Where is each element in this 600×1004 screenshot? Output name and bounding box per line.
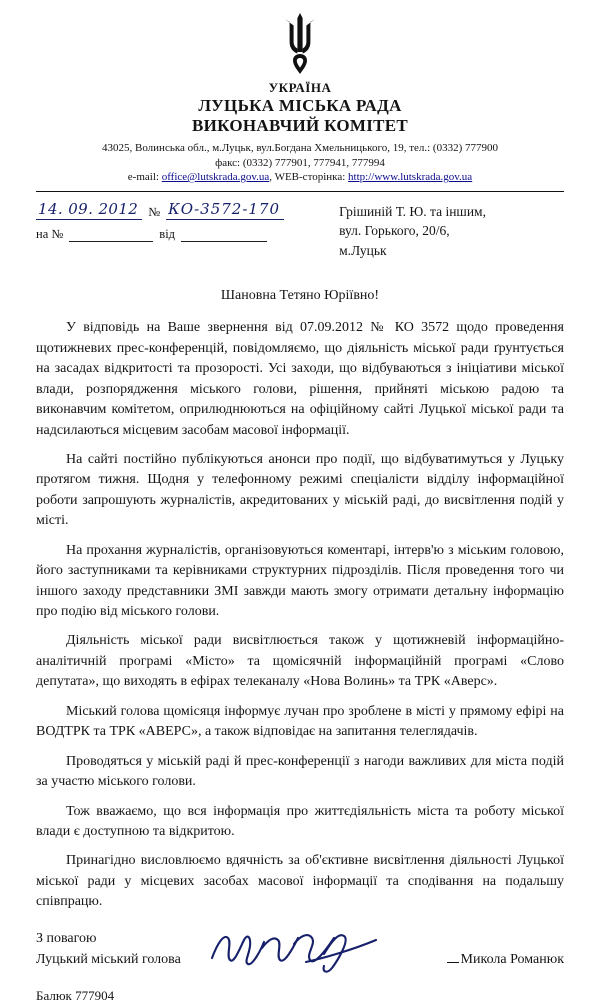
letter-paragraph: На прохання журналістів, організовуються коментарі, інтерв'ю з міським головою, його заступниками та керівниками структурних підрозділів. Після проведення того чи іншого заходу представники ЗМІ завжди мають змогу отримати детальну інформацію про подію від міського голови. [36,542,564,620]
executor-note: Балюк 777904 [36,987,115,1003]
signature-space [181,948,461,968]
reference-row [36,200,564,261]
addressee-block [339,200,564,261]
email-label: e-mail: [127,171,162,184]
org-name-line1: ЛУЦЬКА МІСЬКА РАДА [198,96,402,115]
addressee-line-2: вул. Горького, 20/6, [339,223,450,239]
reference-reply-line [36,227,339,242]
letter-paragraph: Тож вважаємо, що вся інформація про життєдіяльність міста та роботу міської влади є доступною та відкритою. [36,803,564,839]
signature-row [36,948,564,968]
outgoing-number-value: КО-3572-170 [166,200,284,220]
ukraine-trident-emblem [277,12,323,76]
letter-paragraph: Проводяться у міській раді й прес-конференції з нагоди важливих для міста подій за участю міського голови. [36,753,564,790]
reply-number-label: на № [36,226,64,241]
letter-paragraph: У відповідь на Ваше звернення від 07.09.2012 № КО 3572 щодо проведення щотижневих прес-конференцій, повідомляємо, що діяльність міської ради ґрунтується на засадах відкритості та прозорості. Усі заходи, що відбуваються з ініціативи міської влади, розпорядження міського голови, рішення, прийняті міською радою та виконавчим комітетом, оприлюднюються на офіційному сайті Луцької міської ради та надсилаються місцевим засобам масової інформації. [36,320,564,438]
number-label: № [148,204,161,219]
letter-paragraph: На сайті постійно публікуються анонси про події, що відбуватимуться у Луцьку протягом тижня. Щодня у телефонному режимі спеціалісти відділу інформаційної роботи запрошують журналістів, акредитованих у міській раді, до висвітлення подій у місті. [36,451,564,529]
website-link[interactable]: http://www.lutskrada.gov.ua [348,171,473,184]
addressee-line-1: Грішиній Т. Ю. та іншим, [339,203,486,219]
signer-position: Луцький міський голова [36,951,181,967]
reply-date-label: від [159,226,176,241]
signature-block [36,931,564,968]
reply-number-blank [69,228,153,242]
country-name: УКРАЇНА [268,80,332,95]
closing-phrase: З повагою [36,930,97,946]
reference-date-number-line [36,200,339,220]
letter-paragraph: Міський голова щомісяця інформує лучан про зроблене в місті у прямому ефірі на ВОДТРК та ТРК «АВЕРС», а також відповідає на запитання телеглядачів. [36,703,564,740]
email-web-line [36,170,564,185]
letter-paragraph: Принагідно висловлюємо вдячність за об'єктивне висвітлення діяльності Луцької міської ради у місцевих засобах масової інформації та сподівання на подальшу співпрацю. [36,853,564,910]
org-name-line2: ВИКОНАВЧИЙ КОМІТЕТ [191,115,409,135]
salutation: Шановна Тетяно Юріївно! [220,288,380,304]
postal-address: 43025, Волинська обл., м.Луцьк, вул.Богдана Хмельницького, 19, тел.: (0332) 777900 [101,142,499,155]
letter-paragraph: Діяльність міської ради висвітлюється також у щотижневій інформаційно-аналітичній програмі «Місто» та щомісячній інформаційній програмі «Слово депутата», що виходять в ефірах телеканалу «Нова Волинь» та ТРК «Аверс». [36,633,564,690]
outgoing-date-value: 14. 09. 2012 [36,200,142,220]
email-link[interactable]: office@lutskrada.gov.ua [161,171,270,184]
organisation-heading [36,80,564,135]
emblem-container [36,0,564,76]
fax-line: факс: (0332) 777901, 777941, 777994 [215,156,385,169]
signer-name: Микола Романюк [460,951,564,967]
web-label: , WEB-сторінка: [269,171,349,184]
addressee-line-3: м.Луцьк [339,242,387,258]
reference-block [36,200,339,261]
reply-date-blank [181,228,267,242]
header-divider [36,191,564,192]
contact-block [36,141,564,185]
